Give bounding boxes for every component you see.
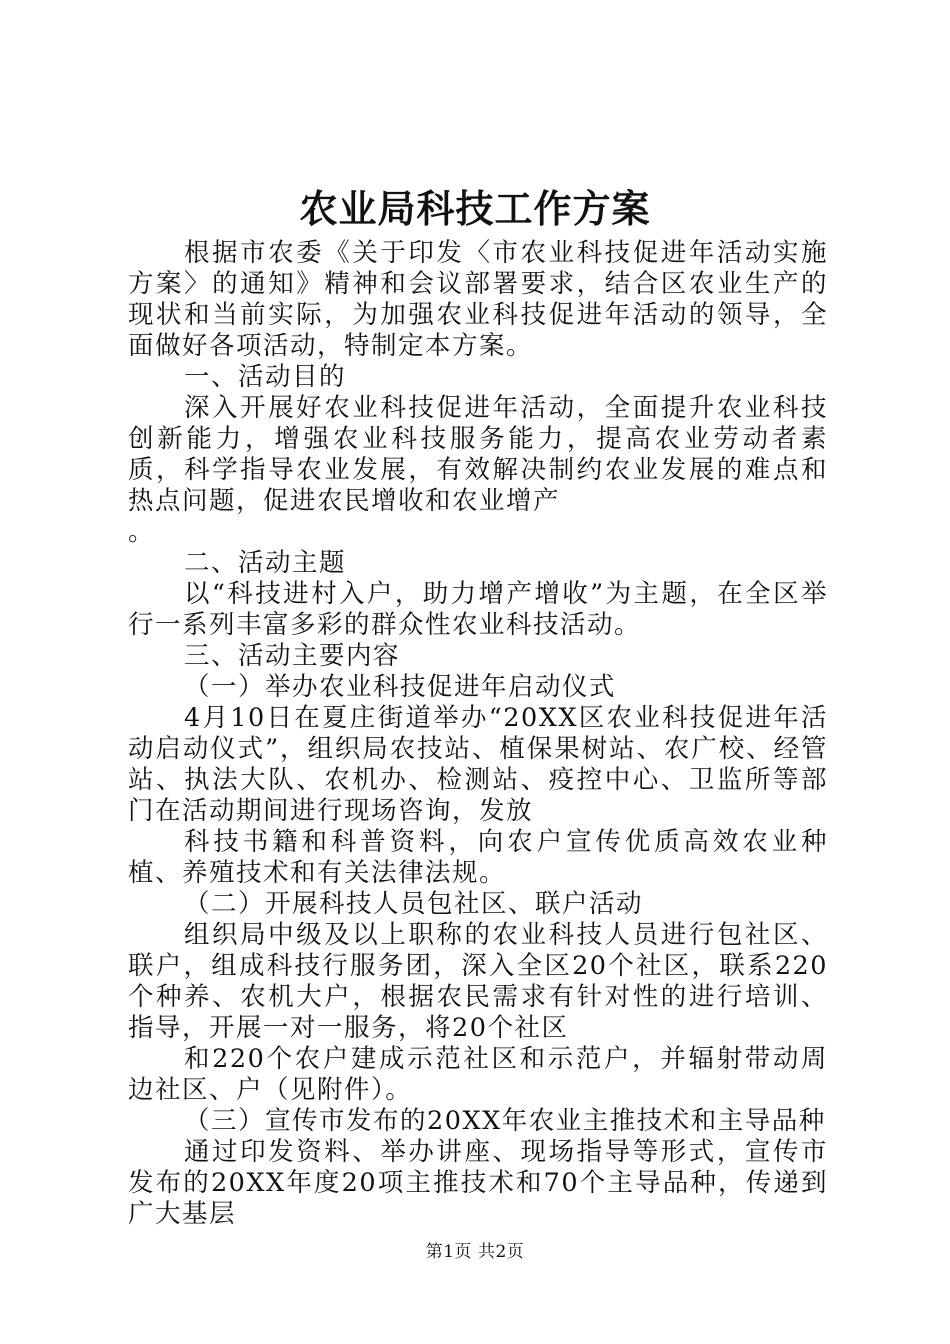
- subsection-heading-2: （二）开展科技人员包社区、联户活动: [184, 889, 644, 919]
- subsection-heading-3: （三）宣传市发布的20XX年农业主推技术和主导品种: [184, 1106, 826, 1136]
- page-footer: 第1页 共2页: [425, 1242, 525, 1262]
- subsection-2-paragraph: 组织局中级及以上职称的农业科技人员进行包社区、联户，组成科技行服务团，深入全区20个社区，联系220个种养、农机大户，根据农民需求有针对性的进行培训、指导，开展一对一服务，将20个社区: [128, 920, 828, 1043]
- subsection-heading-1: （一）举办农业科技促进年启动仪式: [184, 672, 617, 702]
- subsection-3-paragraph: 通过印发资料、举办讲座、现场指导等形式，宣传市发布的20XX年度20项主推技术和70个主导品种，传递到广大基层: [128, 1137, 828, 1229]
- purpose-paragraph-end: 。: [128, 517, 156, 547]
- subsection-1-paragraph-cont: 科技书籍和科普资料，向农户宣传优质高效农业种植、养殖技术和有关法律法规。: [128, 827, 828, 888]
- intro-paragraph: 根据市农委《关于印发〈市农业科技促进年活动实施方案〉的通知》精神和会议部署要求，结合区农业生产的现状和当前实际，为加强农业科技促进年活动的领导，全面做好各项活动，特制定本方案。: [128, 238, 828, 361]
- section-heading-theme: 二、活动主题: [184, 548, 347, 578]
- document-body: [128, 238, 828, 1230]
- section-heading-content: 三、活动主要内容: [184, 641, 401, 671]
- subsection-2-paragraph-cont: 和220个农户建成示范社区和示范户，并辐射带动周边社区、户（见附件）。: [128, 1044, 828, 1105]
- document-title: 农业局科技工作方案: [299, 186, 651, 231]
- section-heading-purpose: 一、活动目的: [184, 362, 347, 392]
- subsection-1-paragraph: 4月10日在夏庄街道举办“20XX区农业科技促进年活动启动仪式”，组织局农技站、植保果树站、农广校、经管站、执法大队、农机办、检测站、疫控中心、卫监所等部门在活动期间进行现场咨询，发放: [128, 703, 828, 826]
- purpose-paragraph: 深入开展好农业科技促进年活动，全面提升农业科技创新能力，增强农业科技服务能力，提高农业劳动者素质，科学指导农业发展，有效解决制约农业发展的难点和热点问题，促进农民增收和农业增产: [128, 393, 828, 516]
- theme-paragraph: 以“科技进村入户，助力增产增收”为主题，在全区举行一系列丰富多彩的群众性农业科技活动。: [128, 579, 828, 640]
